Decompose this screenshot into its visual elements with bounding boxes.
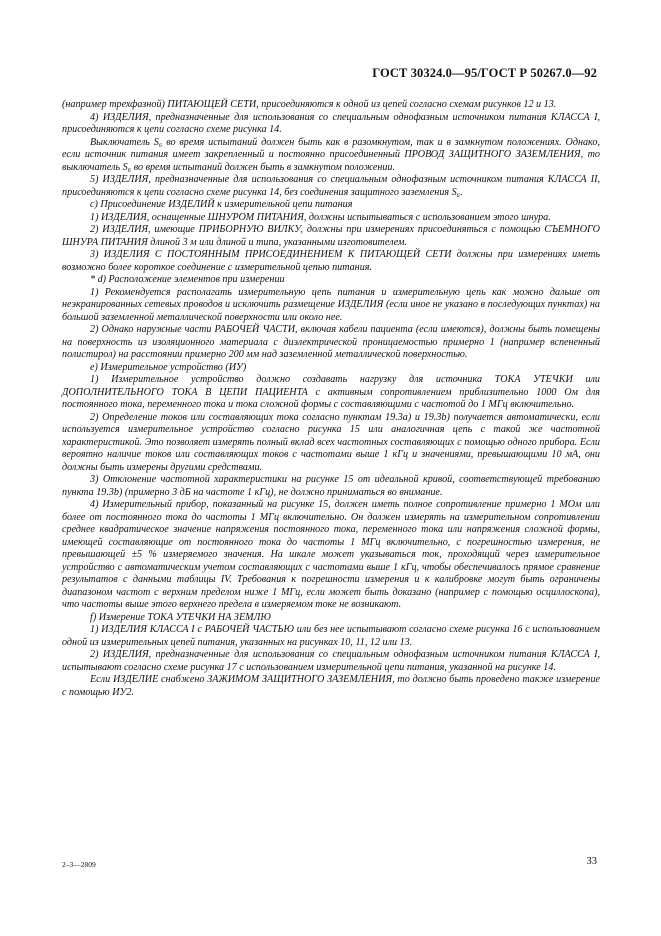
paragraph: 2) ИЗДЕЛИЯ, имеющие ПРИБОРНУЮ ВИЛКУ, должны при измерениях присоединяться с помощью СЪЕМНОГО ШНУРА ПИТАНИЯ длиной 3 м или длиной и типа, указанными изготовителем. (62, 224, 600, 248)
paragraph: 1) Рекомендуется располагать измерительную цепь питания и измерительную цепь как можно дальше от неэкранированных сетевых проводов и исключить размещение ИЗДЕЛИЯ (если иное не указано в последующих пунктах) на большой заземленной металлической поверхности или около нее. (62, 286, 600, 323)
paragraph: f) Измерение ТОКА УТЕЧКИ НА ЗЕМЛЮ (90, 611, 271, 623)
document-body (62, 99, 600, 699)
paragraph: 3) ИЗДЕЛИЯ С ПОСТОЯННЫМ ПРИСОЕДИНЕНИЕМ К ПИТАЮЩЕЙ СЕТИ должны при измерениях иметь возможно более короткое соединение с измерительной цепью питания. (62, 249, 600, 273)
paragraph: (например трехфазной) ПИТАЮЩЕЙ СЕТИ, присоединяются к одной из цепей согласно схемам рисунков 12 и 13. (62, 99, 557, 110)
print-code: 2–3—2809 (62, 860, 96, 869)
paragraph: 3) Отклонение частотной характеристики на рисунке 15 от идеальной кривой, соответствующей требованию пункта 19.3b) (примерно 3 дБ на частоте 1 кГц), не должно приниматься во внимание. (62, 474, 600, 498)
paragraph: e) Измерительное устройство (ИУ) (90, 361, 247, 373)
paragraph: 2) Определение токов или составляющих тока согласно пунктам 19.3a) и 19.3b) получается автоматически, если используется измерительное устройство согласно рисунка 15 или аналогичная цепь с такой же частотной характеристикой. Это позволяет измерять полный вклад всех частотных составляющих с помощью одного прибора. Если вероятно наличие токов или составляющих токов с частотами выше 1 кГц и значениями, превышающими 10 мА, они должны быть измерены другими средствами. (62, 411, 600, 473)
paragraph: 1) ИЗДЕЛИЯ КЛАССА I с РАБОЧЕЙ ЧАСТЬЮ или без нее испытывают согласно схеме рисунка 16 с использованием одной из измерительных цепей питания, указанных на рисунках 10, 11, 12 или 13. (62, 624, 600, 648)
page-header: ГОСТ 30324.0—95/ГОСТ Р 50267.0—92 (372, 66, 597, 80)
paragraph: c) Присоединение ИЗДЕЛИЙ к измерительной цепи питания (90, 199, 353, 210)
paragraph: 1) ИЗДЕЛИЯ, оснащенные ШНУРОМ ПИТАНИЯ, должны испытываться с использованием этого шнура. (90, 211, 551, 223)
paragraph: Если ИЗДЕЛИЕ снабжено ЗАЖИМОМ ЗАЩИТНОГО ЗАЗЕМЛЕНИЯ, то должно быть проведено также измерение с помощью ИУ2. (62, 674, 600, 698)
paragraph: Выключатель S₆ во время испытаний должен быть как в разомкнутом, так и в замкнутом положениях. Однако, если источник питания имеет закрепленный и постоянно присоединенный ПРОВОД ЗАЩИТНОГО ЗАЗЕМЛЕНИЯ, то выключатель S₆ во время испытаний должен быть в замкнутом положении. (62, 136, 600, 173)
paragraph: 2) ИЗДЕЛИЯ, предназначенные для использования со специальным однофазным источником питания КЛАССА I, испытывают согласно схеме рисунка 17 с использованием измерительной цепи питания, указанной на рисунке 14. (62, 649, 600, 673)
paragraph: 4) ИЗДЕЛИЯ, предназначенные для использования со специальным однофазным источником питания КЛАССА I, присоединяются к цепи согласно схеме рисунка 14. (62, 111, 600, 135)
paragraph: 2) Однако наружные части РАБОЧЕЙ ЧАСТИ, включая кабели пациента (если имеются), должны быть помещены на поверхность из изоляционного материала с диэлектрической проницаемостью примерно 1 (например вспененный полистирол) на расстоянии примерно 200 мм над заземленной металлической поверхностью. (62, 324, 600, 360)
paragraph: 4) Измерительный прибор, показанный на рисунке 15, должен иметь полное сопротивление примерно 1 МОм или более от постоянного тока до частоты 1 МГц включительно. Он должен измерять на измерительном сопротивлении среднее квадратическое значение напряжения постоянного тока, переменного тока или напряжения сложной формы, имеющей составляющие от постоянного тока до частоты 1 МГц включительно, с погрешностью измерения, не превышающей ±5 % измеряемого значения. На шкале может указываться ток, проходящий через измерительное устройство с автоматическим учетом составляющих с частотами выше 1 кГц, чтобы обеспечивалось прямое сравнение результатов с данными таблицы IV. Требования к погрешности измерения и к калибровке могут быть ограничены диапазоном частот с верхним пределом ниже 1 МГц, если может быть доказано (например с помощью осциллоскопа), что частоты выше этого верхнего предела в измеряемом токе не возникают. (62, 499, 600, 610)
paragraph: 5) ИЗДЕЛИЯ, предназначенные для использования со специальным однофазным источником питания КЛАССА II, присоединяются к цепи согласно схеме рисунка 14, без соединения защитного заземления S₆. (62, 174, 600, 198)
page-number: 33 (586, 856, 597, 867)
paragraph: * d) Расположение элементов при измерении (90, 274, 285, 285)
paragraph: 1) Измерительное устройство должно создавать нагрузку для источника ТОКА УТЕЧКИ или ДОПОЛНИТЕЛЬНОГО ТОКА В ЦЕПИ ПАЦИЕНТА с активным сопротивлением приблизительно 1000 Ом для постоянного тока, переменного тока и тока сложной формы с составляющими с частотой до 1 МГц включительно. (62, 374, 600, 410)
